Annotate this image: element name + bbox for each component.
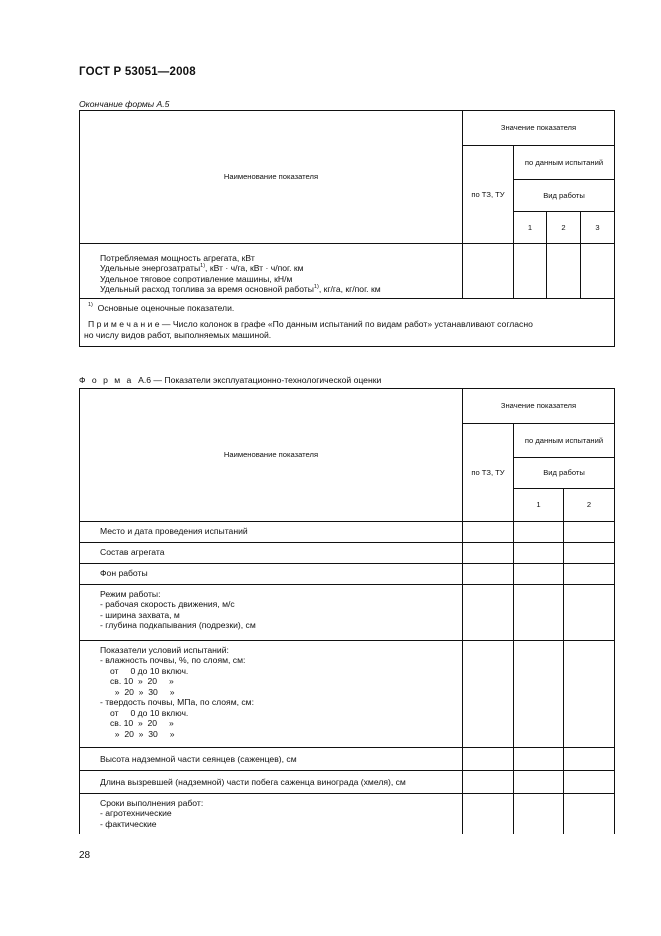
t2-header-test: по данным испытаний [514,424,615,458]
cond-hardness: - твердость почвы, МПа, по слоям, см: [100,697,254,708]
cond-moisture: - влажность почвы, %, по слоям, см: [100,655,246,666]
t2-row-place: Место и дата проведения испытаний [80,522,463,543]
t2-header-tz: по ТЗ, ТУ [463,424,514,522]
t2-row-conditions [80,641,463,748]
t1-row-fuel: Удельный расход топлива за время основной работы$^{1)}$, кг/га, кг/пог. км [100,283,381,295]
t1-header-test: по данным испытаний [514,146,615,180]
cond-layer: » 20 » 30 » [110,686,175,697]
mode-item: - глубина подкапывания (подрезки), см [100,620,256,631]
cond-layer: » 20 » 30 » [110,728,175,739]
mode-title: Режим работы: [100,589,161,599]
t1-body-indicators [80,244,463,299]
t2-row-height: Высота надземной части сеянцев (саженцев), см [80,748,463,771]
t1-row-energy: Удельные энергозатраты$^{1)}$, кВт · ч/га, кВт · ч/пог. км [100,262,304,274]
cond-title: Показатели условий испытаний: [100,645,229,655]
cond-layer: от 0 до 10 включ. [110,665,189,676]
t2-row-terms [80,794,463,834]
t1-work-col-3: 3 [581,212,615,244]
cond-layer: св. 10 » 20 » [110,718,174,729]
t2-row-shoot-length: Длина вызревшей (надземной) части побега саженца винограда (хмеля), см [80,771,463,794]
table1-caption: Окончание формы А.5 [79,99,170,109]
t2-header-work: Вид работы [514,458,615,489]
t1-header-value: Значение показателя [463,111,615,146]
t1-note-line2: но числу видов работ, выполняемых машиной. [84,329,272,340]
t2-work-col-1: 1 [514,489,564,522]
t1-notes [80,299,615,347]
terms-item: - агротехнические [100,808,172,819]
t2-row-mode [80,585,463,641]
t1-header-tz: по ТЗ, ТУ [463,146,514,244]
t1-header-work: Вид работы [514,180,615,212]
t2-row-unit: Состав агрегата [80,543,463,564]
page-number: 28 [79,850,91,861]
t1-row-draft: Удельное тяговое сопротивление машины, кН/м [100,273,293,284]
t1-header-name: Наименование показателя [80,111,463,244]
cond-layer: от 0 до 10 включ. [110,707,189,718]
table2-caption: Ф о р м а А.6 — Показатели эксплуатационно-технологической оценки [79,375,382,385]
t1-row-power: Потребляемая мощность агрегата, кВт [100,253,255,263]
table2 [79,388,615,834]
t1-work-col-1: 1 [514,212,547,244]
document-title: ГОСТ Р 53051—2008 [79,66,196,78]
t2-header-value: Значение показателя [463,389,615,424]
t1-work-col-2: 2 [547,212,581,244]
mode-item: - ширина захвата, м [100,609,180,620]
t2-row-background: Фон работы [80,564,463,585]
mode-item: - рабочая скорость движения, м/с [100,599,235,610]
t1-footnote: $^{1)}$ Основные оценочные показатели. [88,302,235,313]
terms-item: - фактические [100,818,157,829]
t1-note-line1: П р и м е ч а н и е — Число колонок в графе «По данным испытаний по видам работ» устанавливают согласно [88,319,533,330]
t2-header-name: Наименование показателя [80,389,463,522]
terms-title: Сроки выполнения работ: [100,798,204,808]
cond-layer: св. 10 » 20 » [110,676,174,687]
t2-work-col-2: 2 [564,489,615,522]
table1 [79,110,615,347]
